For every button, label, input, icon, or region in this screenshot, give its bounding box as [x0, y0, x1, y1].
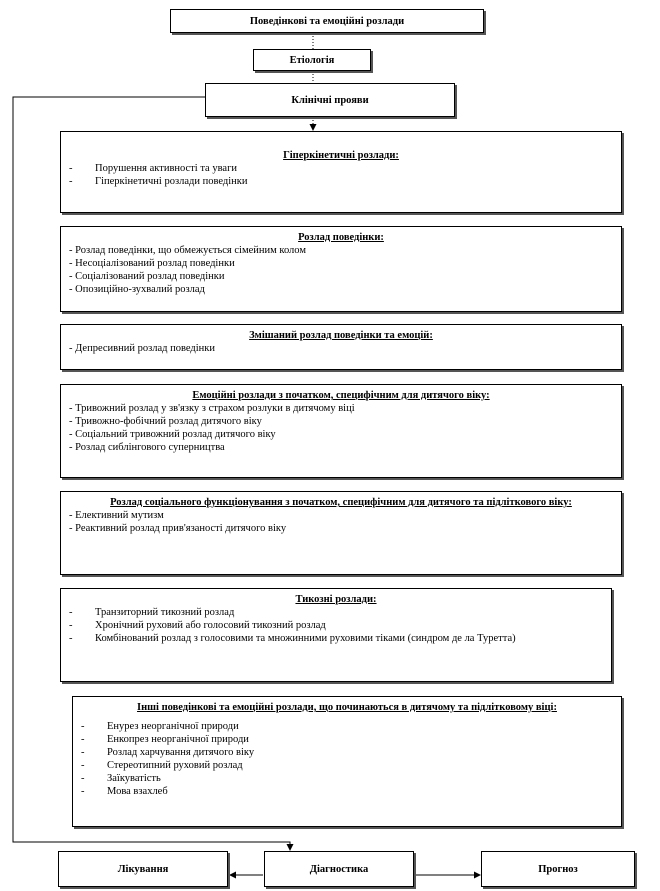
- list-item: - Стереотипний руховий розлад: [81, 759, 613, 772]
- list-item: - Хронічний руховий або голосовий тикозний розлад: [69, 619, 603, 632]
- etiology-label: Етіологія: [289, 54, 335, 66]
- list-item: - Опозиційно-зухвалий розлад: [69, 283, 613, 296]
- list-item: - Тривожно-фобічний розлад дитячого віку: [69, 415, 613, 428]
- list-item: - Депресивний розлад поведінки: [69, 342, 613, 355]
- list-item: - Розлад сиблінгового суперництва: [69, 441, 613, 454]
- treatment-box: [58, 851, 228, 887]
- clinical-box: [205, 83, 455, 117]
- treatment-label: Лікування: [117, 863, 169, 875]
- list-item: - Соціальний тривожний розлад дитячого віку: [69, 428, 613, 441]
- list-item: - Розлад поведінки, що обмежується сімейним колом: [69, 244, 613, 257]
- list-item: - Гіперкінетичні розлади поведінки: [69, 175, 613, 188]
- panel-title: Змішаний розлад поведінки та емоцій:: [249, 330, 433, 341]
- panel-title: Розлад поведінки:: [298, 232, 384, 243]
- top-box: [170, 9, 484, 33]
- list-item: - Реактивний розлад прив'язаності дитячого віку: [69, 522, 613, 535]
- diagnostics-box: [264, 851, 414, 887]
- clinical-label: Клінічні прояви: [291, 94, 369, 106]
- panel-conduct-disorder: [60, 226, 622, 312]
- etiology-box: [253, 49, 371, 71]
- panel-tic-disorders: [60, 588, 612, 682]
- panel-hyperkinetic: [60, 131, 622, 213]
- panel-title: Тикозні розлади:: [295, 594, 377, 605]
- prognosis-box: [481, 851, 635, 887]
- list-item: - Енкопрез неорганічної природи: [81, 733, 613, 746]
- panel-title: Розлад соціального функціонування з початком, специфічним для дитячого та підліткового віку:: [110, 497, 572, 508]
- list-item: - Соціалізований розлад поведінки: [69, 270, 613, 283]
- top-box-label: Поведінкові та емоційні розлади: [249, 15, 405, 27]
- list-item: - Заїкуватість: [81, 772, 613, 785]
- list-item: - Розлад харчування дитячого віку: [81, 746, 613, 759]
- panel-emotional-disorders: [60, 384, 622, 478]
- list-item: - Енурез неорганічної природи: [81, 720, 613, 733]
- list-item: - Несоціалізований розлад поведінки: [69, 257, 613, 270]
- panel-title: Гіперкінетичні розлади:: [283, 150, 399, 161]
- panel-social-functioning: [60, 491, 622, 575]
- panel-title: Емоційні розлади з початком, специфічним для дитячого віку:: [192, 390, 490, 401]
- panel-other-disorders: [72, 696, 622, 827]
- panel-title: Інші поведінкові та емоційні розлади, що починаються в дитячому та підлітковому віці:: [137, 702, 557, 713]
- list-item: - Порушення активності та уваги: [69, 162, 613, 175]
- prognosis-label: Прогноз: [538, 863, 578, 875]
- panel-mixed-disorder: [60, 324, 622, 370]
- list-item: - Транзиторний тикозний розлад: [69, 606, 603, 619]
- list-item: - Елективний мутизм: [69, 509, 613, 522]
- list-item: - Комбінований розлад з голосовими та множинними руховими тіками (синдром де ла Туретта): [69, 632, 603, 645]
- diagnostics-label: Діагностика: [309, 863, 369, 875]
- list-item: - Тривожний розлад у зв'язку з страхом розлуки в дитячому віці: [69, 402, 613, 415]
- list-item: - Мова взахлеб: [81, 785, 613, 798]
